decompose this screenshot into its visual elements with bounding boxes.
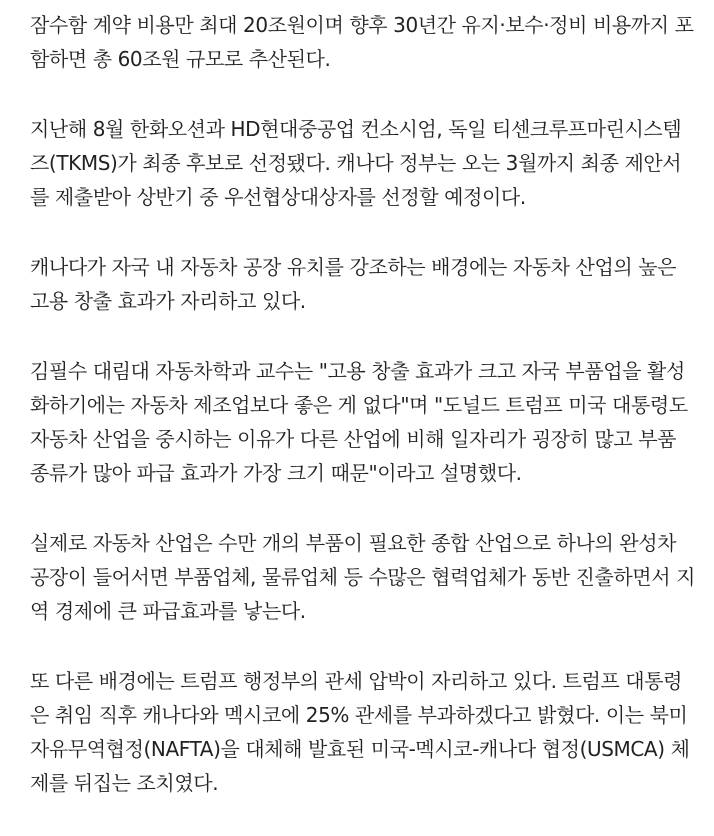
text-line: 캐나다가 자국 내 자동차 공장 유치를 강조하는 배경에는 자동차 산업의 높은 xyxy=(30,255,677,279)
text-line: 또 다른 배경에는 트럼프 행정부의 관세 압박이 자리하고 있다. 트럼프 대통령 xyxy=(30,669,683,693)
text-line: 자유무역협정(NAFTA)을 대체해 발효된 미국-멕시코-캐나다 협정(USMCA) 체 xyxy=(30,737,690,761)
text-line: 역 경제에 큰 파급효과를 낳는다. xyxy=(30,599,306,623)
paragraph-1 xyxy=(30,0,702,76)
paragraph-6 xyxy=(30,664,702,800)
text-line: 종류가 많아 파급 효과가 가장 크기 때문"이라고 설명했다. xyxy=(30,461,522,485)
text-line: 제를 뒤집는 조치였다. xyxy=(30,771,219,795)
paragraph-2 xyxy=(30,112,702,214)
text-line: 은 취임 직후 캐나다와 멕시코에 25% 관세를 부과하겠다고 밝혔다. 이는 북미 xyxy=(30,703,688,727)
text-line: 를 제출받아 상반기 중 우선협상대상자를 선정할 예정이다. xyxy=(30,185,526,209)
text-line: 함하면 총 60조원 규모로 추산된다. xyxy=(30,47,331,71)
text-line: 김필수 대림대 자동차학과 교수는 "고용 창출 효과가 크고 자국 부품업을 활성 xyxy=(30,359,685,383)
text-line: 잠수함 계약 비용만 최대 20조원이며 향후 30년간 유지·보수·정비 비용까지 포 xyxy=(30,13,694,37)
text-line: 공장이 들어서면 부품업체, 물류업체 등 수많은 협력업체가 동반 진출하면서 지 xyxy=(30,565,696,589)
paragraph-5 xyxy=(30,526,702,628)
text-line: 고용 창출 효과가 자리하고 있다. xyxy=(30,289,306,313)
paragraph-4 xyxy=(30,354,702,490)
text-line: 즈(TKMS)가 최종 후보로 선정됐다. 캐나다 정부는 오는 3월까지 최종 제안서 xyxy=(30,151,682,175)
text-line: 지난해 8월 한화오션과 HD현대중공업 컨소시엄, 독일 티센크루프마린시스템 xyxy=(30,117,682,141)
article-body xyxy=(30,0,702,836)
text-line: 자동차 산업을 중시하는 이유가 다른 산업에 비해 일자리가 굉장히 많고 부품 xyxy=(30,427,677,451)
text-line: 화하기에는 자동차 제조업보다 좋은 게 없다"며 "도널드 트럼프 미국 대통령도 xyxy=(30,393,688,417)
text-line: 실제로 자동차 산업은 수만 개의 부품이 필요한 종합 산업으로 하나의 완성차 xyxy=(30,531,677,555)
paragraph-3 xyxy=(30,250,702,318)
